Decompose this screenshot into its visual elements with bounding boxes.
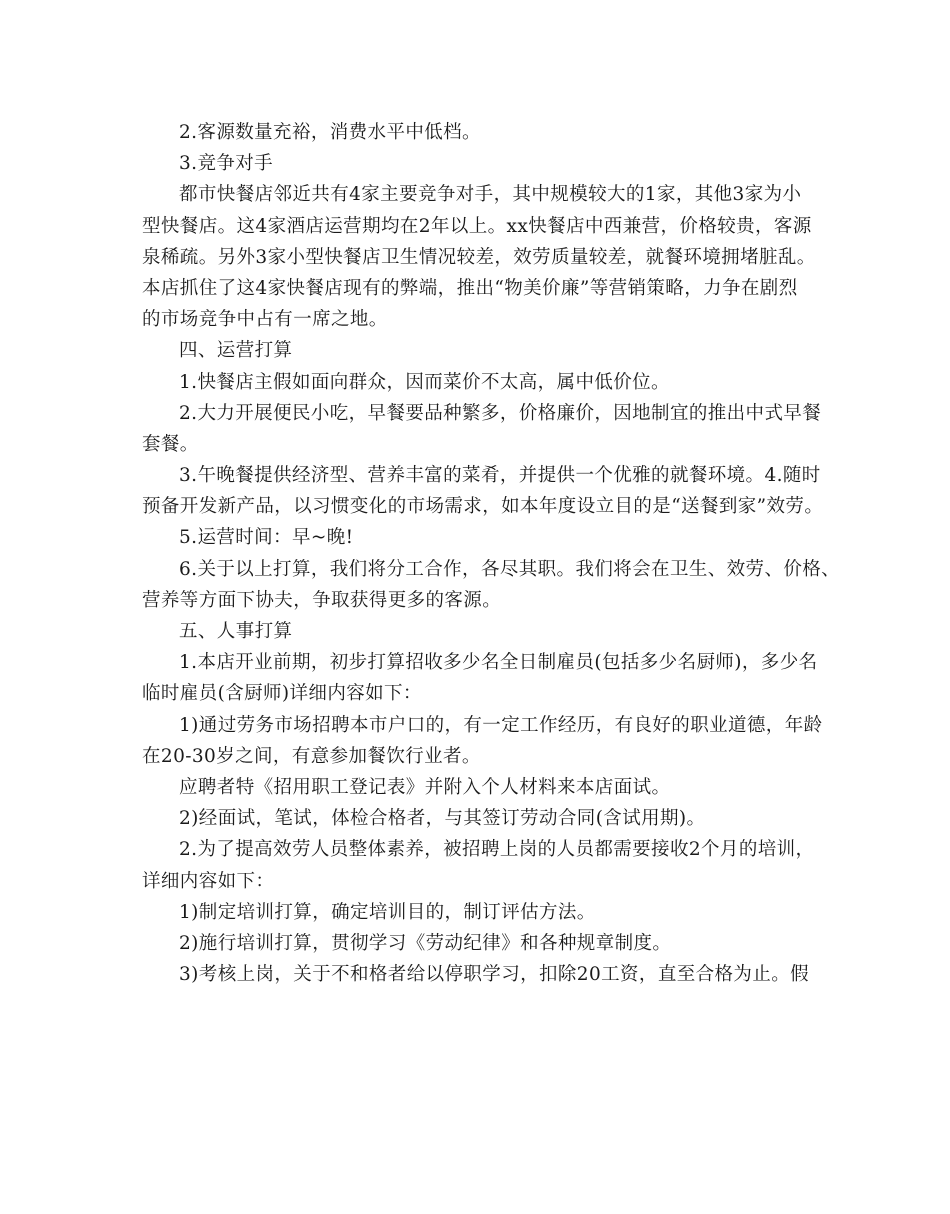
paragraph-line: 3)考核上岗，关于不和格者给以停职学习，扣除20工资，直至合格为止。假 <box>179 964 810 986</box>
paragraph-line: 营养等方面下协夫，争取获得更多的客源。 <box>142 589 502 611</box>
paragraph-line: 本店抓住了这4家快餐店现有的弊端，推出“物美价廉”等营销策略，力争在剧烈 <box>142 277 798 299</box>
paragraph-line: 2.大力开展便民小吃，早餐要品种繁多，价格廉价，因地制宜的推出中式早餐 <box>179 402 822 424</box>
paragraph-line: 在20-30岁之间，有意参加餐饮行业者。 <box>142 745 481 767</box>
paragraph-line: 3.午晚餐提供经济型、营养丰富的菜肴，并提供一个优雅的就餐环境。4.随时 <box>179 465 821 487</box>
paragraph-line: 应聘者特《招用职工登记表》并附入个人材料来本店面试。 <box>179 776 671 798</box>
paragraph-line: 1)制定培训打算，确定培训目的，制订评估方法。 <box>179 901 596 923</box>
paragraph-line: 泉稀疏。另外3家小型快餐店卫生情况较差，效劳质量较差，就餐环境拥堵脏乱。 <box>142 246 816 268</box>
paragraph-line: 2)施行培训打算，贯彻学习《劳动纪律》和各种规章制度。 <box>179 932 672 954</box>
paragraph-line: 临时雇员(含厨师)详细内容如下： <box>142 683 422 705</box>
paragraph-line: 详细内容如下： <box>142 870 275 892</box>
paragraph-line: 5.运营时间：早~晚! <box>179 527 354 549</box>
paragraph-line: 型快餐店。这4家酒店运营期均在2年以上。xx快餐店中西兼营，价格较贵，客源 <box>142 215 812 237</box>
paragraph-line: 套餐。 <box>142 433 199 455</box>
paragraph-line: 预备开发新产品，以习惯变化的市场需求，如本年度设立目的是“送餐到家”效劳。 <box>142 496 824 518</box>
paragraph-line: 2.为了提高效劳人员整体素养，被招聘上岗的人员都需要接收2个月的培训， <box>179 839 815 861</box>
section-heading: 3.竞争对手 <box>179 153 274 175</box>
paragraph-line: 2.客源数量充裕，消费水平中低档。 <box>179 122 481 143</box>
paragraph-line: 1.快餐店主假如面向群众，因而菜价不太高，属中低价位。 <box>179 371 670 393</box>
paragraph-line: 的市场竞争中占有一席之地。 <box>142 309 388 331</box>
paragraph-line: 都市快餐店邻近共有4家主要竞争对手，其中规模较大的1家，其他3家为小 <box>179 184 802 206</box>
paragraph-line: 1)通过劳务市场招聘本市户口的，有一定工作经历，有良好的职业道德，年龄 <box>179 714 823 736</box>
paragraph-line: 6.关于以上打算，我们将分工合作，各尽其职。我们将会在卫生、效劳、价格、 <box>179 558 841 580</box>
paragraph-line: 2)经面试，笔试，体检合格者，与其签订劳动合同(含试用期)。 <box>179 808 706 830</box>
section-heading: 五、人事打算 <box>179 621 293 642</box>
section-heading: 四、运营打算 <box>179 340 293 362</box>
document-body <box>142 117 841 990</box>
paragraph-line: 1.本店开业前期，初步打算招收多少名全日制雇员(包括多少名厨师)，多少名 <box>179 652 818 674</box>
